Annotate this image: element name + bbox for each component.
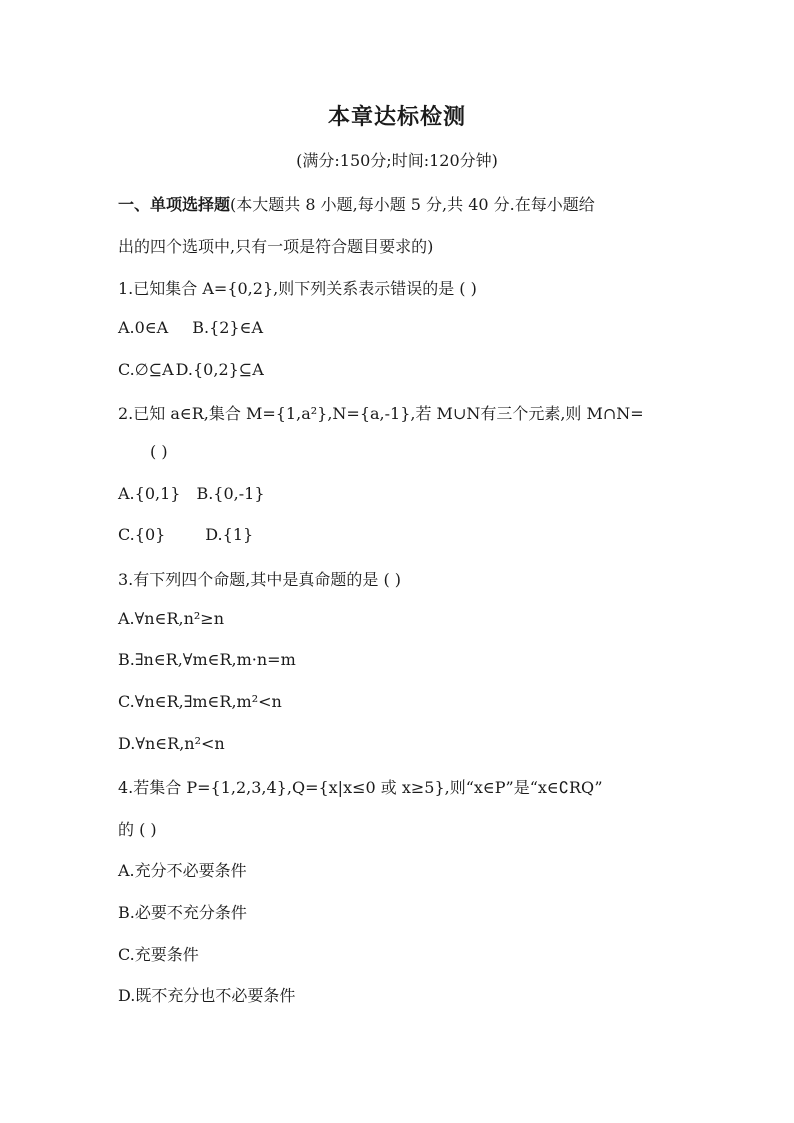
question-4-option-d: D.既不充分也不必要条件: [118, 986, 296, 1005]
question-1-options-row1: [118, 318, 263, 337]
question-2-stem-line2: ( ): [150, 442, 168, 461]
question-4-option-a: A.充分不必要条件: [118, 861, 247, 880]
question-3-option-d: D.∀n∈R,n²<n: [118, 734, 225, 753]
question-2-stem-line1: 2.已知 a∈R,集合 M={1,a²},N={a,-1},若 M∪N有三个元素,则 M∩N=: [118, 404, 644, 423]
question-4-stem-line2: 的 ( ): [118, 820, 157, 839]
question-2-option-d: D.{1}: [205, 525, 254, 544]
question-1-option-b: B.{2}∈A: [192, 318, 263, 337]
question-3-stem: 3.有下列四个命题,其中是真命题的是 ( ): [118, 570, 402, 589]
question-4-option-c: C.充要条件: [118, 945, 199, 964]
section-description-part1: (本大题共 8 小题,每小题 5 分,共 40 分.在每小题给: [230, 195, 595, 214]
section-description-part2: 出的四个选项中,只有一项是符合题目要求的): [118, 237, 434, 256]
page-title: 本章达标检测: [327, 105, 466, 130]
question-3-option-b: B.∃n∈R,∀m∈R,m·n=m: [118, 650, 296, 669]
question-4-option-b: B.必要不充分条件: [118, 903, 247, 922]
question-2-options-row1: [118, 484, 265, 503]
section-intro-line1: [118, 192, 595, 215]
question-3-option-c: C.∀n∈R,∃m∈R,m²<n: [118, 692, 282, 711]
question-2-option-a: A.{0,1}: [118, 484, 181, 503]
page-subtitle: (满分:150分;时间:120分钟): [296, 151, 498, 170]
question-2-option-c: C.{0}: [118, 525, 166, 544]
question-3-option-a: A.∀n∈R,n²≥n: [118, 609, 225, 628]
question-2-options-row2: [118, 525, 253, 544]
question-4-stem-line1: 4.若集合 P={1,2,3,4},Q={x|x≤0 或 x≥5},则“x∈P”是“x∈∁RQ”: [118, 778, 603, 797]
question-1-option-c: C.∅⊆A: [118, 360, 174, 379]
section-heading: 一、单项选择题: [118, 195, 231, 214]
question-1-stem: 1.已知集合 A={0,2},则下列关系表示错误的是 ( ): [118, 279, 477, 298]
question-2-option-b: B.{0,-1}: [196, 484, 265, 503]
question-1-options-row2: [118, 360, 264, 379]
question-1-option-a: A.0∈A: [118, 318, 169, 337]
question-1-option-d: D.{0,2}⊆A: [175, 360, 264, 379]
